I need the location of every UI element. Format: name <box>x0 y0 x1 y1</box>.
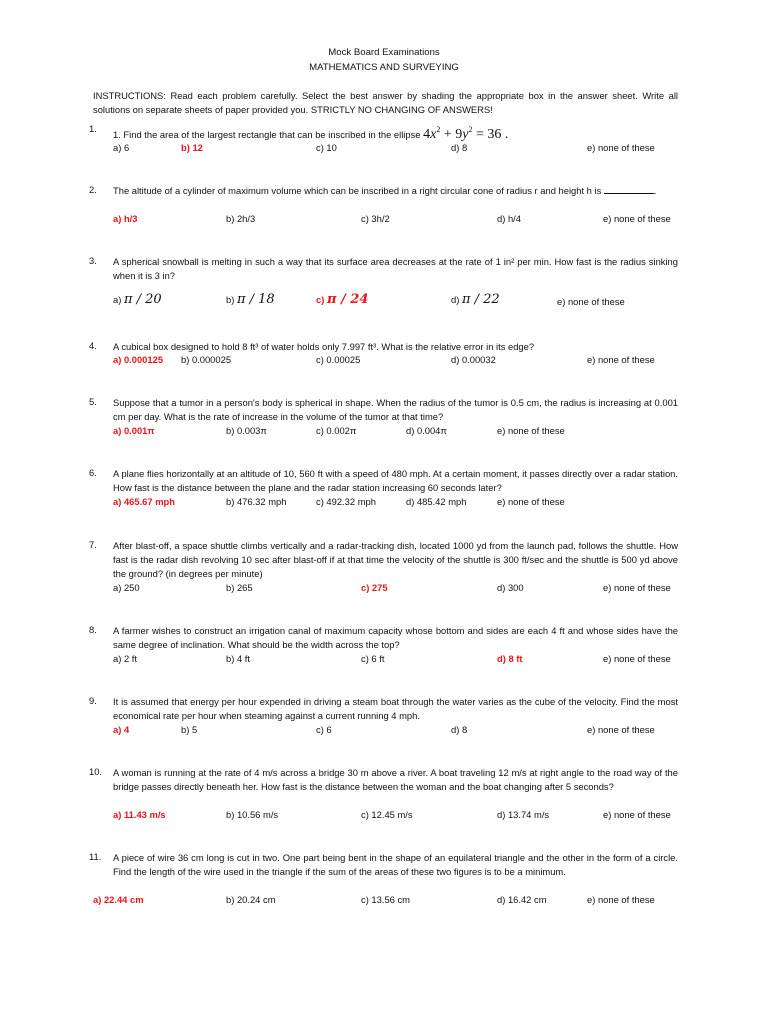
choice-b: b) 10.56 m/s <box>226 809 279 820</box>
choice-d: d) 485.42 mph <box>406 496 467 507</box>
choice-e: e) none of these <box>587 894 655 905</box>
question-text: A spherical snowball is melting in such a way that its surface area decreases at the rate of 1 in² per min. How fast is the radius sinking when it is 3 in? <box>113 256 678 282</box>
question-text: A farmer wishes to construct an irrigation canal of maximum capacity whose bottom and sides are each 4 ft and whose sides have the same degree of inclination. What should be the width across the top? <box>113 625 678 651</box>
choice-e: e) none of these <box>603 653 671 664</box>
choice-a: a) π / 20 <box>113 292 162 307</box>
choice-c: c) 10 <box>316 142 337 153</box>
question-text: A piece of wire 36 cm long is cut in two. One part being bent in the shape of an equilateral triangle and the other in the form of a circle. Find the length of the wire used in the triangle if the sum of the areas of these two figures is to be a minimum. <box>113 852 678 878</box>
choice-e: e) none of these <box>557 296 625 307</box>
choice-d: d) 8 <box>451 724 468 735</box>
choice-c: c) 6 ft <box>361 653 385 664</box>
choice-d: d) 8 <box>451 142 468 153</box>
exam-subject: MATHEMATICS AND SURVEYING <box>309 62 459 73</box>
question-text: Suppose that a tumor in a person's body is spherical in shape. When the radius of the tumor is 0.5 cm, the radius is increasing at 0.001 cm per day. What is the rate of increase in the volume of the tumor at that time? <box>113 397 678 423</box>
choice-c: c) 12.45 m/s <box>361 809 413 820</box>
question-text: After blast-off, a space shuttle climbs vertically and a radar-tracking dish, located 1000 yd from the launch pad, follows the shuttle. How fast is the radar dish revolving 10 sec after blast-off if at that time the velocity of the shuttle is 300 ft/sec and the shuttle is 500 yd above the ground? (in degrees per minute) <box>113 540 678 580</box>
choice-b: b) 5 <box>181 724 198 735</box>
choice-c: c) 0.002π <box>316 425 357 436</box>
choice-d: d) π / 22 <box>451 292 500 307</box>
choice-d: d) 300 <box>497 582 524 593</box>
choice-a: a) 0.000125 <box>113 354 164 365</box>
choice-e: e) none of these <box>603 213 671 224</box>
choice-b: b) 0.000025 <box>181 354 232 365</box>
choice-d: d) 13.74 m/s <box>497 809 550 820</box>
question-number: 6. <box>89 467 97 478</box>
choice-a: a) 0.001π <box>113 425 155 436</box>
choice-e: e) none of these <box>603 809 671 820</box>
question-text: 1. Find the area of the largest rectangle that can be inscribed in the ellipse $4x^2 + 9y^2 = 36$ . <box>113 125 509 142</box>
answer-blank <box>604 184 654 194</box>
choice-e: e) none of these <box>603 582 671 593</box>
choice-b: b) 20.24 cm <box>226 894 276 905</box>
question-text: A woman is running at the rate of 4 m/s across a bridge 30 m above a river. A boat traveling 12 m/s at right angle to the road way of the bridge passes directly beneath her. How fast is the distance between the woman and the boat changing after 5 seconds? <box>113 767 678 793</box>
choice-b: b) 0.003π <box>226 425 267 436</box>
choice-c: c) 6 <box>316 724 332 735</box>
choice-e: e) none of these <box>587 354 655 365</box>
question-number: 8. <box>89 624 97 635</box>
choice-a: a) 11.43 m/s <box>113 809 166 820</box>
choice-a: a) 4 <box>113 724 130 735</box>
choice-b: b) 265 <box>226 582 253 593</box>
question-number: 1. <box>89 123 97 134</box>
choice-b: b) 476.32 mph <box>226 496 287 507</box>
question-number: 9. <box>89 695 97 706</box>
choice-b: b) 4 ft <box>226 653 250 664</box>
instructions: INSTRUCTIONS: Read each problem carefully. Select the best answer by shading the appropriate box in the answer sheet. Write all solutions on separate sheets of paper provided you. STRICTLY NO CHANGING OF ANSWERS! <box>93 90 678 115</box>
question-number: 10. <box>89 766 103 777</box>
question-number: 5. <box>89 396 97 407</box>
question-number: 3. <box>89 255 97 266</box>
choice-c: c) 0.00025 <box>316 354 361 365</box>
question-number: 7. <box>89 539 97 550</box>
choice-c: c) 3h/2 <box>361 213 390 224</box>
choice-a: a) 2 ft <box>113 653 137 664</box>
choice-c: c) π / 24 <box>316 292 369 307</box>
choice-e: e) none of these <box>587 724 655 735</box>
choice-d: d) h/4 <box>497 213 521 224</box>
question-number: 2. <box>89 184 97 195</box>
choice-c: c) 492.32 mph <box>316 496 376 507</box>
choice-a: a) 6 <box>113 142 130 153</box>
choice-e: e) none of these <box>587 142 655 153</box>
choice-a: a) h/3 <box>113 213 138 224</box>
choice-b: b) 2h/3 <box>226 213 256 224</box>
choice-e: e) none of these <box>497 425 565 436</box>
choice-a: a) 465.67 mph <box>113 496 176 507</box>
choice-a: a) 250 <box>113 582 140 593</box>
exam-title: Mock Board Examinations <box>328 47 440 58</box>
question-text: A plane flies horizontally at an altitude of 10, 560 ft with a speed of 480 mph. At a certain moment, it passes directly over a radar station. How fast is the distance between the plane and the radar station increasing 60 seconds later? <box>113 468 678 494</box>
choice-d: d) 16.42 cm <box>497 894 547 905</box>
choice-d: d) 0.00032 <box>451 354 496 365</box>
choice-a: a) 22.44 cm <box>93 894 144 905</box>
choice-d: d) 8 ft <box>497 653 523 664</box>
choice-b: b) π / 18 <box>226 292 275 307</box>
choice-e: e) none of these <box>497 496 565 507</box>
choice-d: d) 0.004π <box>406 425 447 436</box>
question-number: 11. <box>89 851 102 862</box>
question-text: It is assumed that energy per hour expended in driving a steam boat through the water varies as the cube of the velocity. Find the most economical rate per hour when steaming against a current running 4 mph. <box>113 696 678 722</box>
ellipse-equation: $4x^2 + 9y^2 = 36$ . <box>423 125 509 142</box>
choice-c: c) 13.56 cm <box>361 894 410 905</box>
question-text: A cubical box designed to hold 8 ft³ of water holds only 7.997 ft³. What is the relative error in its edge? <box>113 341 535 352</box>
choice-b: b) 12 <box>181 142 203 153</box>
choice-c: c) 275 <box>361 582 388 593</box>
question-number: 4. <box>89 340 97 351</box>
question-text: The altitude of a cylinder of maximum volume which can be inscribed in a right circular cone of radius r and height h is . <box>113 185 657 196</box>
